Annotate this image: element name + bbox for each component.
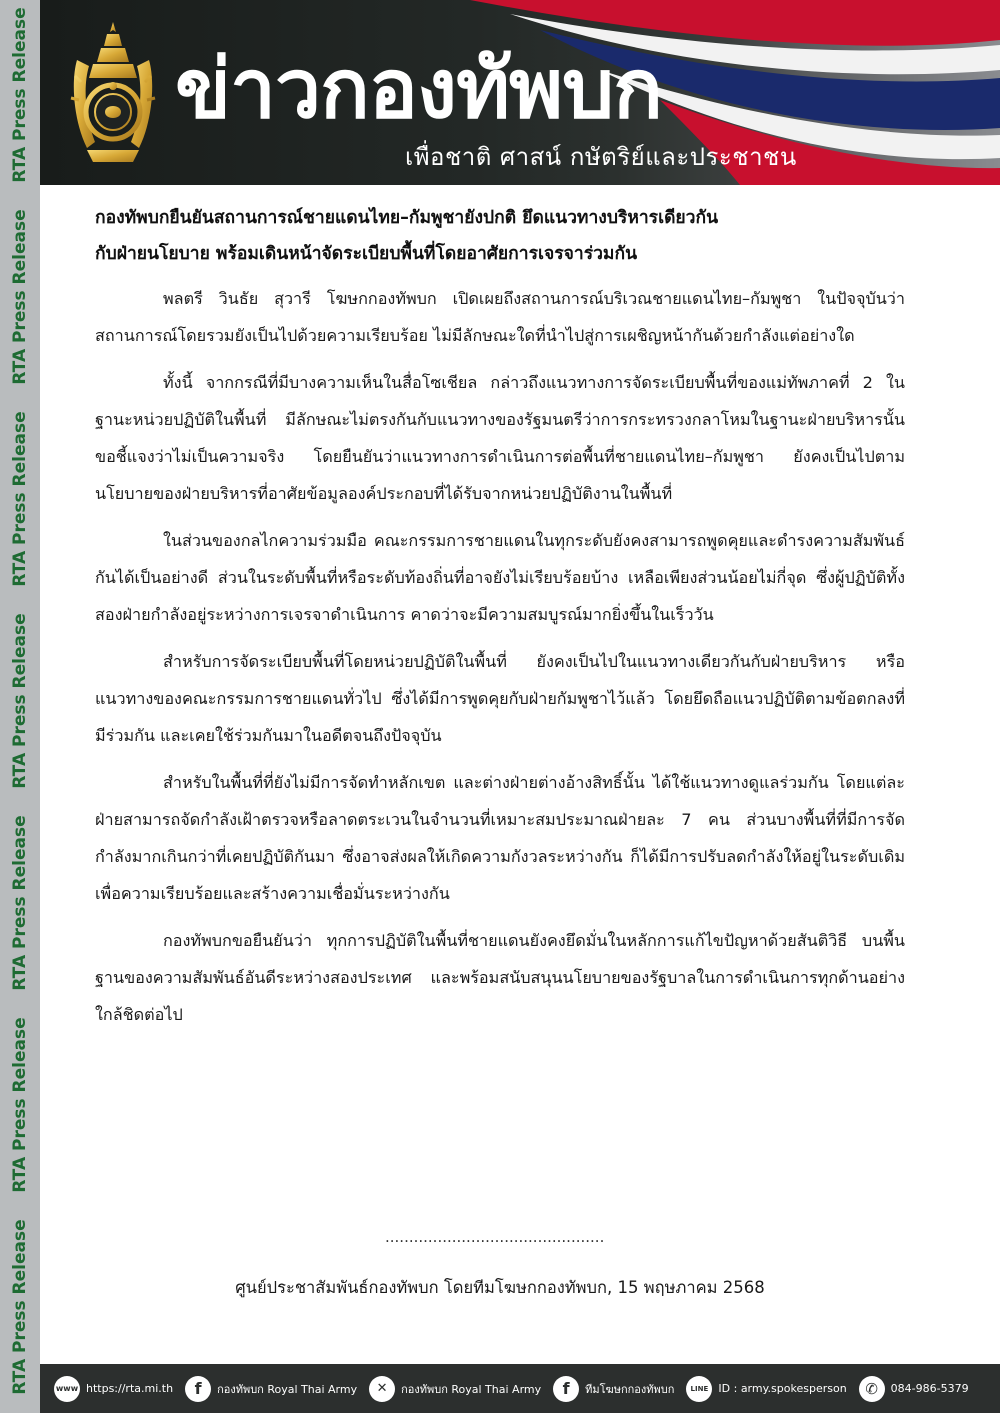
headline-line-1: กองทัพบกยืนยันสถานการณ์ชายแดนไทย–กัมพูชายังปกติ ยึดแนวทางบริหารเดียวกัน [95, 208, 719, 228]
side-strip [0, 0, 40, 1413]
side-label: RTA Press Release [10, 1017, 30, 1193]
header-subtitle: เพื่อชาติ ศาสน์ กษัตริย์และประชาชน [405, 143, 797, 171]
paragraph-4: สำหรับการจัดระเบียบพื้นที่โดยหน่วยปฏิบัติในพื้นที่ ยังคงเป็นไปในแนวทางเดียวกันกับฝ่ายบริหาร หรือแนวทางของคณะกรรมการชายแดนทั่วไป ซึ่งได้มีการพูดคุยกับฝ่ายกัมพูชาไว้แล้ว โดยยึดถือแนวปฏิบัติตามข้อตกลงที่มีร่วมกัน และเคยใช้ร่วมกันมาในอดีตจนถึงปัจจุบัน [95, 652, 905, 745]
paragraph-6: กองทัพบกขอยืนยันว่า ทุกการปฏิบัติในพื้นที่ชายแดนยังคงยึดมั่นในหลักการแก้ไขปัญหาด้วยสันติวิธี บนพื้นฐานของความสัมพันธ์อันดีระหว่างสองประเทศ และพร้อมสนับสนุนนโยบายของรัฐบาลในการดำเนินการทุกด้านอย่างใกล้ชิดต่อไป [95, 931, 905, 1024]
side-label: RTA Press Release [10, 1219, 30, 1395]
footer-phone-link[interactable] [859, 1376, 969, 1402]
footer-facebook-link[interactable] [185, 1376, 357, 1402]
paragraph-3: ในส่วนของกลไกความร่วมมือ คณะกรรมการชายแดนในทุกระดับยังคงสามารถพูดคุยและดำรงความสัมพันธ์กันได้เป็นอย่างดี ส่วนในระดับพื้นที่หรือระดับท้องถิ่นที่อาจยังไม่เรียบร้อยบ้าง เหลือเพียงส่วนน้อยไม่กี่จุด ซึ่งผู้ปฏิบัติทั้งสองฝ่ายกำลังอยู่ระหว่างการเจรจาดำเนินการ คาดว่าจะมีความสมบูรณ์มากยิ่งขึ้นในเร็ววัน [95, 531, 905, 624]
facebook-icon: f [553, 1376, 579, 1402]
footer-website-link[interactable] [54, 1376, 173, 1402]
line-icon: LINE [686, 1376, 712, 1402]
side-label: RTA Press Release [10, 411, 30, 587]
signoff-line: ศูนย์ประชาสัมพันธ์กองทัพบก โดยทีมโฆษกกองทัพบก, 15 พฤษภาคม 2568 [235, 1278, 765, 1297]
header-banner [40, 0, 1000, 185]
side-label-column [0, 0, 40, 1413]
paragraph-2: ทั้งนี้ จากกรณีที่มีบางความเห็นในสื่อโซเชียล กล่าวถึงแนวทางการจัดระเบียบพื้นที่ของแม่ทัพภาคที่ 2 ในฐานะหน่วยปฏิบัติในพื้นที่ มีลักษณะไม่ตรงกันกับแนวทางของรัฐมนตรีว่าการกระทรวงกลาโหมในฐานะฝ่ายบริหารนั้น ขอชี้แจงว่าไม่เป็นความจริง โดยยืนยันว่าแนวทางการดำเนินการต่อพื้นที่ชายแดนไทย–กัมพูชา ยังคงเป็นไปตามนโยบายของฝ่ายบริหารที่อาศัยข้อมูลองค์ประกอบที่ได้รับจากหน่วยปฏิบัติงานในพื้นที่ [95, 373, 905, 503]
side-label: RTA Press Release [10, 815, 30, 991]
footer-x-link[interactable] [369, 1376, 541, 1402]
footer-x-text: กองทัพบก Royal Thai Army [401, 1382, 542, 1396]
facebook-icon: f [185, 1376, 211, 1402]
footer-facebook-text: กองทัพบก Royal Thai Army [217, 1382, 358, 1396]
globe-icon: www [54, 1376, 80, 1402]
x-icon: ✕ [369, 1376, 395, 1402]
article-headline [95, 200, 905, 272]
footer-spokesperson-facebook-link[interactable] [553, 1376, 674, 1402]
footer-spokesperson-text: ทีมโฆษกกองทัพบก [585, 1382, 675, 1396]
paragraph-1: พลตรี วินธัย สุวารี โฆษกกองทัพบก เปิดเผยถึงสถานการณ์บริเวณชายแดนไทย–กัมพูชา ในปัจจุบันว่า สถานการณ์โดยรวมยังเป็นไปด้วยความเรียบร้อย ไม่มีลักษณะใดที่นำไปสู่การเผชิญหน้ากันด้วยกำลังแต่อย่างใด [95, 289, 905, 345]
side-label: RTA Press Release [10, 7, 30, 183]
article-body [95, 200, 905, 1043]
headline-line-2: กับฝ่ายนโยบาย พร้อมเดินหน้าจัดระเบียบพื้นที่โดยอาศัยการเจรจาร่วมกัน [95, 244, 638, 264]
paragraph-5: สำหรับในพื้นที่ที่ยังไม่มีการจัดทำหลักเขต และต่างฝ่ายต่างอ้างสิทธิ์นั้น ได้ใช้แนวทางดูแลร่วมกัน โดยแต่ละฝ่ายสามารถจัดกำลังเฝ้าตรวจหรือลาดตระเวนในจำนวนที่เหมาะสมประมาณฝ่ายละ 7 คน ส่วนบางพื้นที่ที่มีการจัดกำลังมากเกินกว่าที่เคยปฏิบัติกันมา ซึ่งอาจส่งผลให้เกิดความกังวลระหว่างกัน ก็ได้มีการปรับลดกำลังให้อยู่ในระดับเดิมเพื่อความเรียบร้อยและสร้างความเชื่อมั่นระหว่างกัน [95, 773, 905, 903]
separator-dots: .............................................. [385, 1228, 605, 1246]
side-label: RTA Press Release [10, 209, 30, 385]
footer-bar [40, 1364, 1000, 1413]
phone-icon: ✆ [859, 1376, 885, 1402]
header-title: ข่าวกองทัพบก [175, 42, 662, 137]
side-label: RTA Press Release [10, 613, 30, 789]
royal-thai-army-emblem-icon [67, 20, 159, 172]
footer-line-text: ID : army.spokesperson [718, 1382, 847, 1395]
footer-phone-text: 084-986-5379 [890, 1382, 969, 1395]
footer-website-text: https://rta.mi.th [86, 1382, 174, 1395]
footer-line-link[interactable] [686, 1376, 846, 1402]
